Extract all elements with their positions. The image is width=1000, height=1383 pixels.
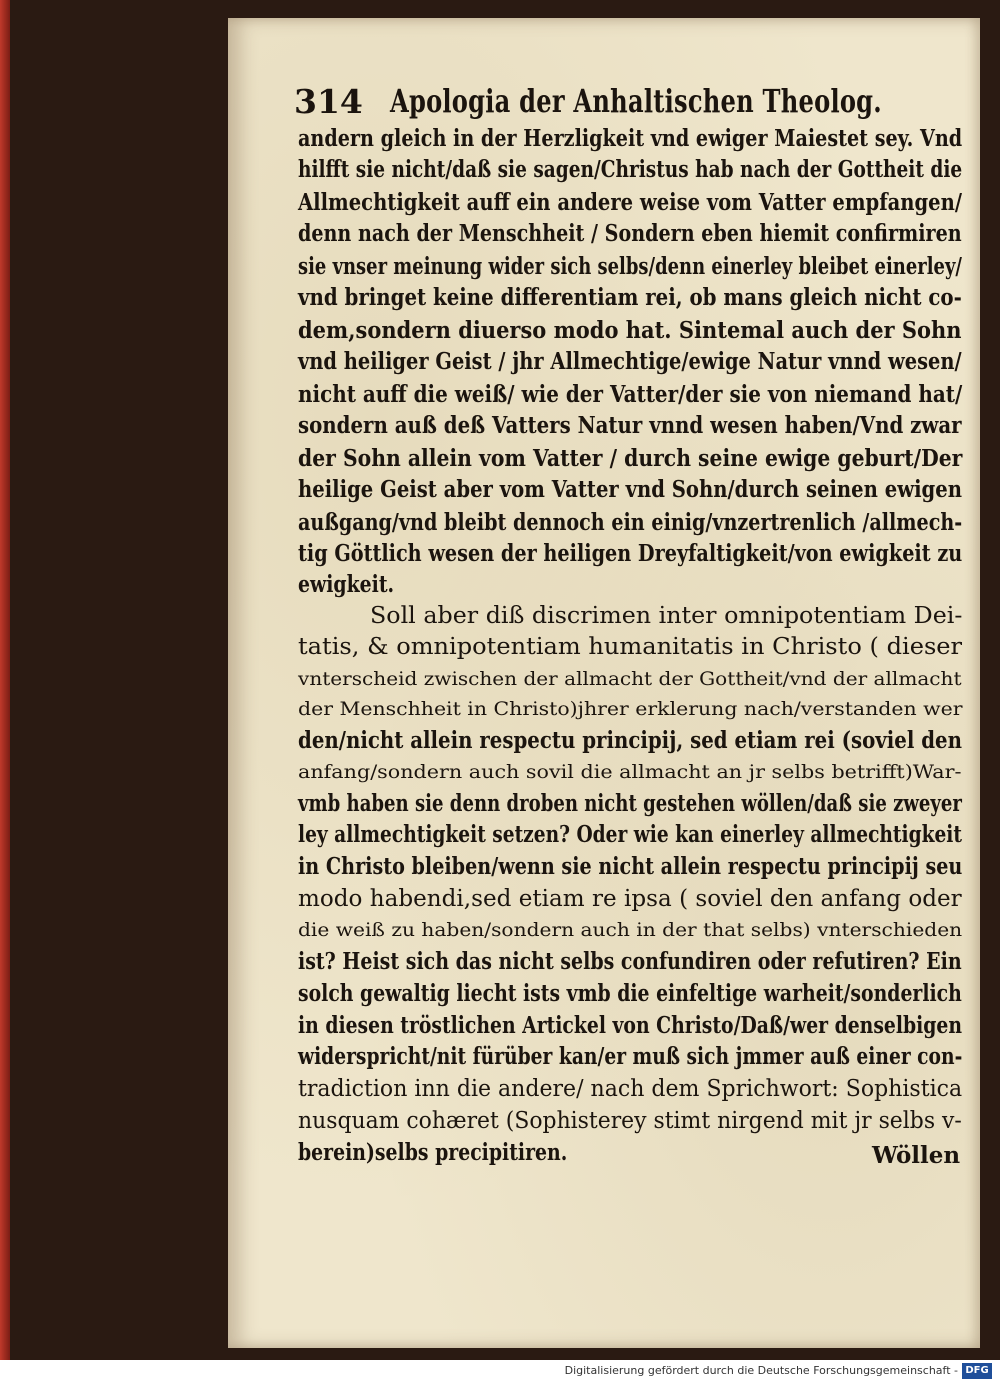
text-line: ewigkeit. <box>298 571 395 598</box>
funding-notice: Digitalisierung gefördert durch die Deutsche Forschungsgemeinschaft - <box>564 1364 958 1377</box>
text-line: modo habendi,sed etiam re ipsa ( soviel den anfang oder <box>298 886 962 912</box>
text-line: solch gewaltig liecht ists vmb die einfeltige warheit/sonderlich <box>298 980 962 1007</box>
running-title: Apologia der Anhaltischen Theolog. <box>390 82 882 120</box>
text-line: ist? Heist sich das nicht selbs confundiren oder refutiren? Ein <box>298 948 962 975</box>
text-line: vnterscheid zwischen der allmacht der Gottheit/vnd der allmacht <box>298 668 962 690</box>
page-header <box>290 80 910 124</box>
text-line: der Menschheit in Christo)jhrer erklerung nach/verstanden wer <box>298 698 963 720</box>
text-line: den/nicht allein respectu principij, sed etiam rei (soviel den <box>298 727 962 754</box>
text-line: Soll aber diß discrimen inter omnipotentiam Dei- <box>370 603 963 629</box>
text-line: hilfft sie nicht/daß sie sagen/Christus hab nach der Gottheit die <box>298 156 963 183</box>
text-line: der Sohn allein vom Vatter / durch seine ewige geburt/Der <box>298 445 963 472</box>
text-line: sondern auß deß Vatters Natur vnnd wesen haben/Vnd zwar <box>298 412 962 439</box>
text-line: nicht auff die weiß/ wie der Vatter/der sie von niemand hat/ <box>298 381 963 408</box>
text-line: anfang/sondern auch sovil die allmacht an jr selbs betrifft)War- <box>298 761 962 783</box>
text-line: heilige Geist aber vom Vatter vnd Sohn/durch seinen ewigen <box>298 476 962 503</box>
text-line: nusquam cohæret (Sophisterey stimt nirgend mit jr selbs v- <box>298 1108 962 1134</box>
page-number: 314 <box>294 82 363 121</box>
text-line: sie vnser meinung wider sich selbs/denn einerley bleibet einerley/ <box>298 253 962 280</box>
dfg-logo: DFG <box>962 1363 992 1379</box>
text-line: in Christo bleiben/wenn sie nicht allein respectu principij seu <box>298 853 963 880</box>
red-page-edge <box>0 0 10 1360</box>
text-line: tradiction inn die andere/ nach dem Sprichwort: Sophistica <box>298 1076 963 1102</box>
text-line: tig Göttlich wesen der heiligen Dreyfaltigkeit/von ewigkeit zu <box>298 540 963 567</box>
digitization-footer <box>0 1360 1000 1383</box>
text-line: vnd heiliger Geist / jhr Allmechtige/ewige Natur vnnd wesen/ <box>298 348 962 375</box>
text-line: vnd bringet keine differentiam rei, ob mans gleich nicht co- <box>298 284 962 311</box>
text-line: außgang/vnd bleibt dennoch ein einig/vnzertrenlich /allmech- <box>298 509 963 536</box>
text-line: dem,sondern diuerso modo hat. Sintemal auch der Sohn <box>298 317 962 344</box>
text-line: in diesen tröstlichen Artickel von Christo/Daß/wer denselbigen <box>298 1012 963 1039</box>
text-line: berein)selbs precipitiren. <box>298 1139 568 1166</box>
catchword: Wöllen <box>872 1142 961 1169</box>
text-line: Allmechtigkeit auff ein andere weise vom Vatter empfangen/ <box>298 189 962 216</box>
text-line: ley allmechtigkeit setzen? Oder wie kan einerley allmechtigkeit <box>298 821 962 848</box>
text-line: die weiß zu haben/sondern auch in der that selbs) vnterschieden <box>298 919 963 941</box>
text-line: widerspricht/nit fürüber kan/er muß sich jmmer auß einer con- <box>298 1043 963 1070</box>
text-line: denn nach der Menschheit / Sondern eben hiemit confirmiren <box>298 220 962 247</box>
text-line: vmb haben sie denn droben nicht gestehen wöllen/daß sie zweyer <box>298 790 962 817</box>
text-line: tatis, & omnipotentiam humanitatis in Christo ( dieser <box>298 634 963 660</box>
text-line: andern gleich in der Herzligkeit vnd ewiger Maiestet sey. Vnd <box>298 125 963 152</box>
